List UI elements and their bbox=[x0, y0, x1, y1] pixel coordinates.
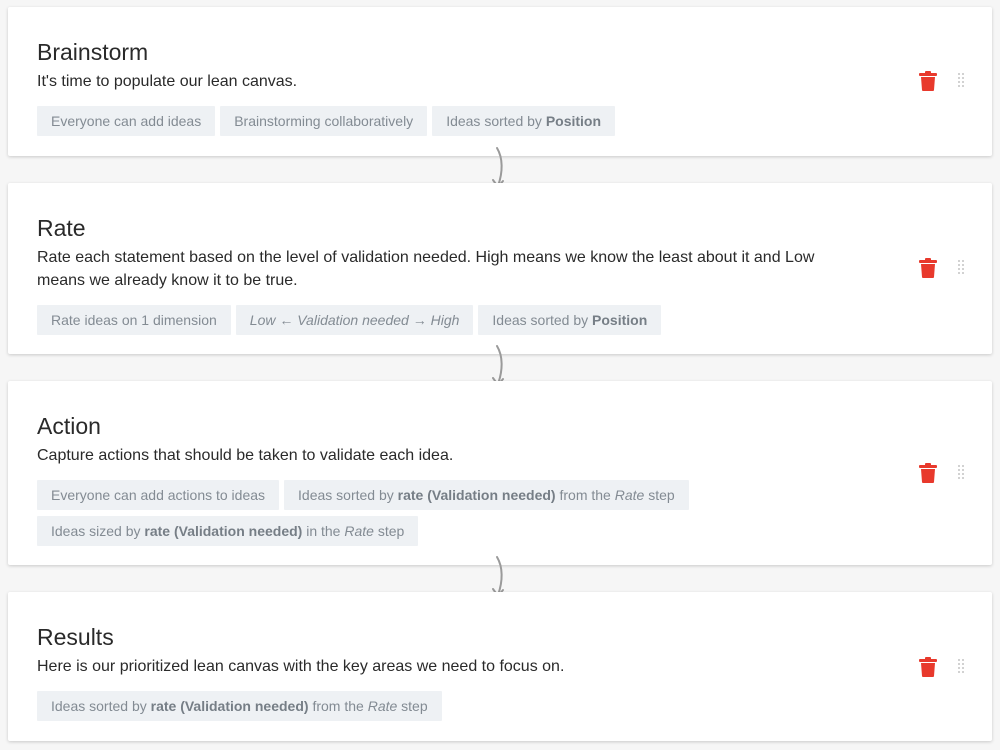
step-settings bbox=[37, 106, 862, 136]
step-card-brainstorm[interactable] bbox=[8, 7, 992, 156]
step-title: Brainstorm bbox=[37, 39, 149, 65]
step-description: It's time to populate our lean canvas. bbox=[37, 73, 298, 90]
step-title: Action bbox=[37, 413, 101, 439]
setting-chip: Everyone can add actions to ideas bbox=[37, 480, 279, 510]
trash-icon[interactable] bbox=[919, 463, 937, 483]
drag-handle-icon[interactable] bbox=[957, 658, 965, 676]
step-card-rate[interactable] bbox=[8, 183, 992, 354]
rating-scale-chip: Low ← Validation needed → High bbox=[236, 305, 474, 335]
step-settings bbox=[37, 305, 862, 335]
setting-chip: Ideas sorted by Position bbox=[432, 106, 615, 136]
step-description: Rate each statement based on the level of validation needed. High means we know the least about it and Low means we already know it to be true. bbox=[37, 249, 815, 289]
trash-icon[interactable] bbox=[919, 657, 937, 677]
setting-chip: Ideas sorted by Position bbox=[478, 305, 661, 335]
drag-handle-icon[interactable] bbox=[957, 259, 965, 277]
drag-handle-icon[interactable] bbox=[957, 72, 965, 90]
step-card-action[interactable] bbox=[8, 381, 992, 565]
setting-chip: Brainstorming collaboratively bbox=[220, 106, 427, 136]
setting-chip: Rate ideas on 1 dimension bbox=[37, 305, 231, 335]
setting-chip: Ideas sorted by rate (Validation needed) from the Rate step bbox=[284, 480, 689, 510]
step-settings bbox=[37, 480, 862, 546]
step-description: Here is our prioritized lean canvas with the key areas we need to focus on. bbox=[37, 658, 565, 675]
step-card-results[interactable] bbox=[8, 592, 992, 741]
step-title: Results bbox=[37, 624, 114, 650]
setting-chip: Ideas sorted by rate (Validation needed) from the Rate step bbox=[37, 691, 442, 721]
setting-chip: Ideas sized by rate (Validation needed) in the Rate step bbox=[37, 516, 418, 546]
drag-handle-icon[interactable] bbox=[957, 464, 965, 482]
step-title: Rate bbox=[37, 215, 86, 241]
step-description: Capture actions that should be taken to validate each idea. bbox=[37, 447, 454, 464]
step-settings bbox=[37, 691, 862, 721]
trash-icon[interactable] bbox=[919, 71, 937, 91]
setting-chip: Everyone can add ideas bbox=[37, 106, 215, 136]
trash-icon[interactable] bbox=[919, 258, 937, 278]
